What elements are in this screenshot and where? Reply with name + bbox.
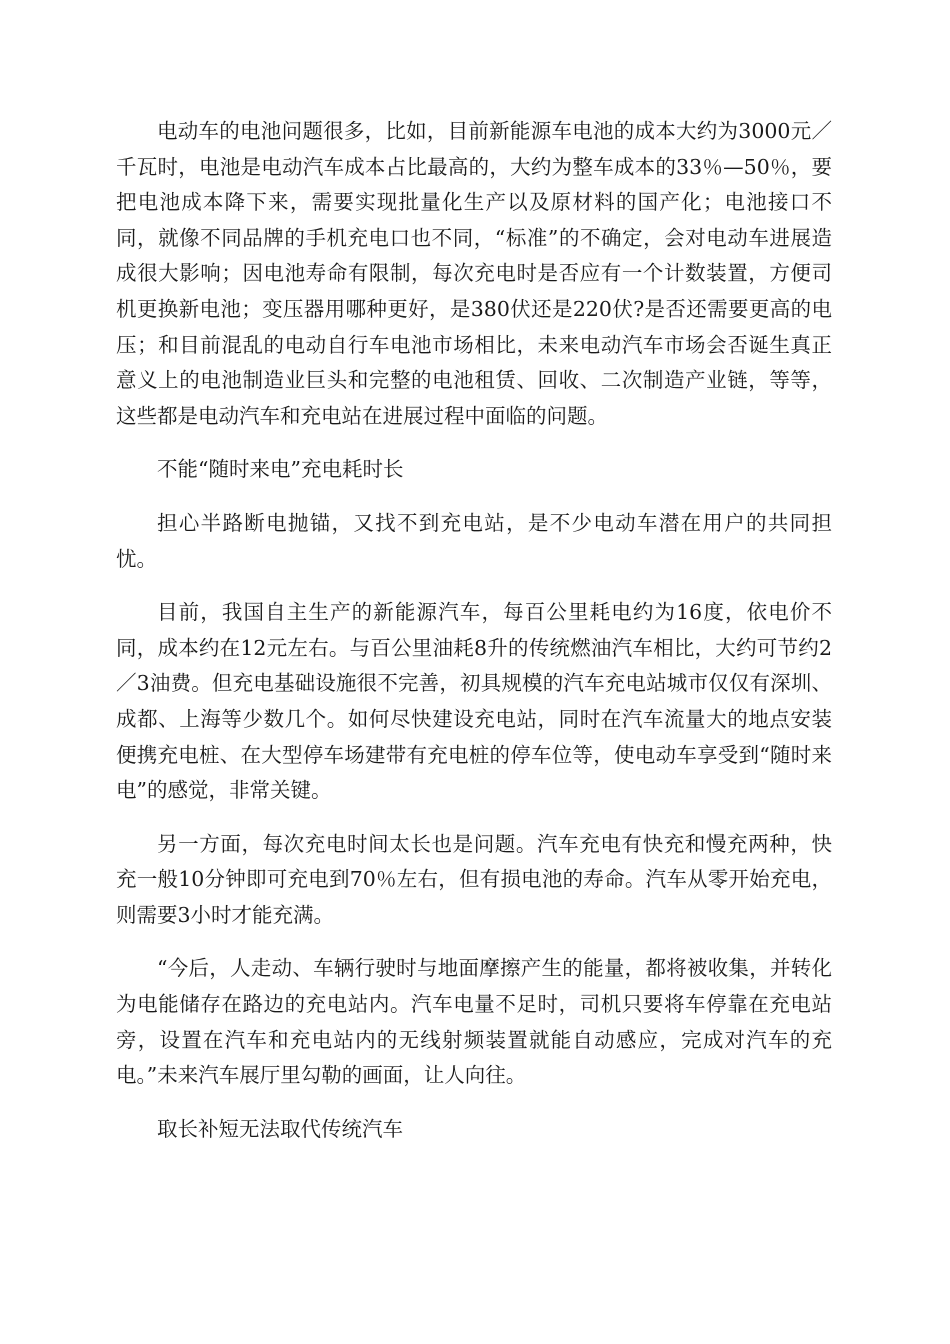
paragraph-battery-issues: 电动车的电池问题很多，比如，目前新能源车电池的成本大约为3000元／千瓦时，电池是电动汽车成本占比最高的，大约为整车成本的33％—50％，要把电池成本降下来，需要实现批量化生产以及原材料的国产化；电池接口不同，就像不同品牌的手机充电口也不同，“标准”的不确定，会对电动车进展造成很大影响；因电池寿命有限制，每次充电时是否应有一个计数装置，方便司机更换新电池；变压器用哪种更好，是380伏还是220伏?是否还需要更高的电压；和目前混乱的电动自行车电池市场相比，未来电动汽车市场会否诞生真正意义上的电池制造业巨头和完整的电池租赁、回收、二次制造产业链，等等，这些都是电动汽车和充电站在进展过程中面临的问题。	[116, 119, 832, 428]
document-body	[116, 114, 832, 1165]
section-heading-tradeoffs: 取长补短无法取代传统汽车	[157, 1116, 403, 1141]
paragraph-range-anxiety: 担心半路断电抛锚，又找不到充电站，是不少电动车潜在用户的共同担忧。	[116, 510, 832, 571]
paragraph-charging-cost: 目前，我国自主生产的新能源汽车，每百公里耗电约为16度，依电价不同，成本约在12元左右。与百公里油耗8升的传统燃油汽车相比，大约可节约2／3油费。但充电基础设施很不完善，初具规模的汽车充电站城市仅仅有深圳、成都、上海等少数几个。如何尽快建设充电站，同时在汽车流量大的地点安装便携充电桩、在大型停车场建带有充电桩的停车位等，使电动车享受到“随时来电”的感觉，非常关键。	[116, 600, 832, 803]
section-heading-charging: 不能“随时来电”充电耗时长	[157, 457, 404, 482]
paragraph-charging-time: 另一方面，每次充电时间太长也是问题。汽车充电有快充和慢充两种，快充一般10分钟即可充电到70％左右，但有损电池的寿命。汽车从零开始充电，则需要3小时才能充满。	[116, 831, 832, 927]
paragraph-future-vision: “今后，人走动、车辆行驶时与地面摩擦产生的能量，都将被收集，并转化为电能储存在路边的充电站内。汽车电量不足时，司机只要将车停靠在充电站旁，设置在汽车和充电站内的无线射频装置就能自动感应，完成对汽车的充电。”未来汽车展厅里勾勒的画面，让人向往。	[116, 956, 832, 1088]
